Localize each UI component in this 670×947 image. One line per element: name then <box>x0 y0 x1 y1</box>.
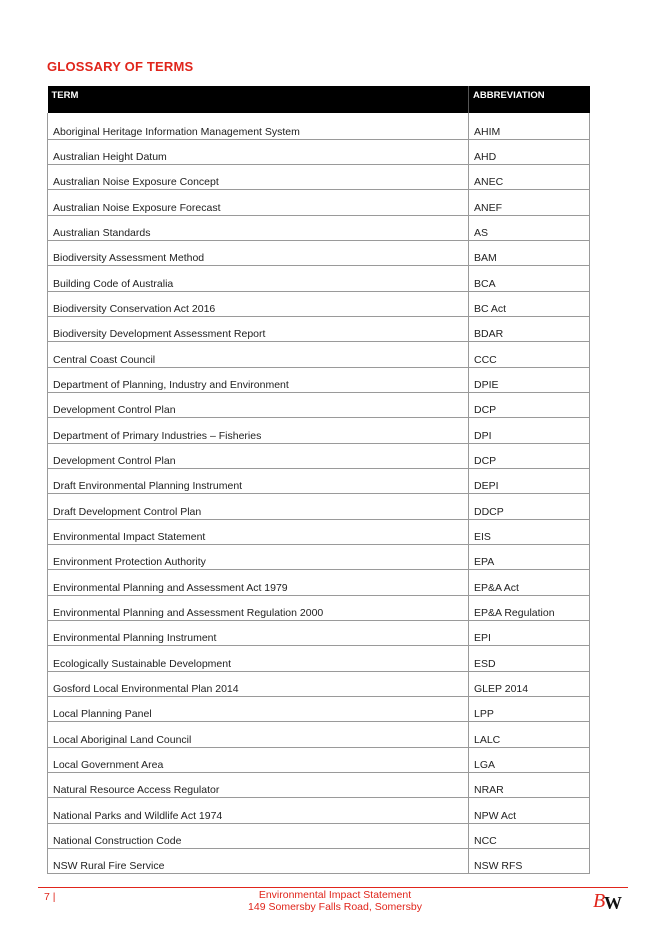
abbreviation-cell: LGA <box>469 747 590 772</box>
abbreviation-cell: LPP <box>469 697 590 722</box>
term-cell: Local Planning Panel <box>48 697 469 722</box>
table-row <box>48 519 590 544</box>
abbreviation-cell: ANEC <box>469 164 590 189</box>
term-cell: National Parks and Wildlife Act 1974 <box>48 798 469 823</box>
abbreviation-cell: EPI <box>469 621 590 646</box>
term-cell: Development Control Plan <box>48 392 469 417</box>
table-row <box>48 545 590 570</box>
table-row <box>48 190 590 215</box>
abbreviation-cell: DDCP <box>469 494 590 519</box>
term-cell: Building Code of Australia <box>48 266 469 291</box>
page-number: 7 | <box>44 891 56 903</box>
abbreviation-cell: CCC <box>469 342 590 367</box>
abbreviation-cell: LALC <box>469 722 590 747</box>
table-row <box>48 443 590 468</box>
term-cell: Draft Development Control Plan <box>48 494 469 519</box>
abbreviation-cell: DPI <box>469 418 590 443</box>
term-cell: Draft Environmental Planning Instrument <box>48 468 469 493</box>
abbreviation-cell: BAM <box>469 240 590 265</box>
term-cell: Environment Protection Authority <box>48 545 469 570</box>
abbreviation-cell: DCP <box>469 443 590 468</box>
abbreviation-cell: BC Act <box>469 291 590 316</box>
abbreviation-cell: NRAR <box>469 773 590 798</box>
abbreviation-cell: DEPI <box>469 468 590 493</box>
abbreviation-cell: EP&A Regulation <box>469 595 590 620</box>
term-cell: Environmental Planning Instrument <box>48 621 469 646</box>
term-cell: Ecologically Sustainable Development <box>48 646 469 671</box>
table-row <box>48 773 590 798</box>
term-cell: Biodiversity Conservation Act 2016 <box>48 291 469 316</box>
table-row <box>48 342 590 367</box>
table-row <box>48 849 590 874</box>
term-cell: Australian Height Datum <box>48 139 469 164</box>
page-title: GLOSSARY OF TERMS <box>47 59 194 74</box>
abbreviation-cell: AHD <box>469 139 590 164</box>
term-column-header: TERM <box>48 86 469 113</box>
abbreviation-cell: GLEP 2014 <box>469 671 590 696</box>
table-row <box>48 621 590 646</box>
table-row <box>48 823 590 848</box>
abbreviation-cell: NCC <box>469 823 590 848</box>
term-cell: Biodiversity Assessment Method <box>48 240 469 265</box>
abbreviation-cell: BDAR <box>469 316 590 341</box>
abbreviation-cell: DCP <box>469 392 590 417</box>
table-row <box>48 747 590 772</box>
table-row <box>48 494 590 519</box>
table-row <box>48 266 590 291</box>
term-cell: Department of Planning, Industry and Environment <box>48 367 469 392</box>
footer-document-info <box>0 889 670 913</box>
abbreviation-column-header: ABBREVIATION <box>469 86 590 113</box>
table-row <box>48 291 590 316</box>
term-cell: Local Aboriginal Land Council <box>48 722 469 747</box>
table-row <box>48 468 590 493</box>
abbreviation-cell: AHIM <box>469 113 590 139</box>
term-cell: NSW Rural Fire Service <box>48 849 469 874</box>
table-row <box>48 570 590 595</box>
abbreviation-cell: AS <box>469 215 590 240</box>
term-cell: Natural Resource Access Regulator <box>48 773 469 798</box>
table-row <box>48 722 590 747</box>
table-row <box>48 646 590 671</box>
abbreviation-cell: EIS <box>469 519 590 544</box>
term-cell: Australian Noise Exposure Forecast <box>48 190 469 215</box>
company-logo <box>592 888 622 912</box>
table-row <box>48 215 590 240</box>
abbreviation-cell: EP&A Act <box>469 570 590 595</box>
table-row <box>48 139 590 164</box>
term-cell: National Construction Code <box>48 823 469 848</box>
abbreviation-cell: NPW Act <box>469 798 590 823</box>
table-row <box>48 418 590 443</box>
term-cell: Department of Primary Industries – Fisheries <box>48 418 469 443</box>
table-row <box>48 367 590 392</box>
svg-text:W: W <box>604 893 622 912</box>
term-cell: Australian Standards <box>48 215 469 240</box>
abbreviation-cell: BCA <box>469 266 590 291</box>
table-row <box>48 164 590 189</box>
table-row <box>48 392 590 417</box>
table-row <box>48 697 590 722</box>
table-row <box>48 671 590 696</box>
term-cell: Local Government Area <box>48 747 469 772</box>
term-cell: Development Control Plan <box>48 443 469 468</box>
table-row <box>48 316 590 341</box>
term-cell: Biodiversity Development Assessment Report <box>48 316 469 341</box>
term-cell: Australian Noise Exposure Concept <box>48 164 469 189</box>
glossary-table <box>47 86 590 874</box>
term-cell: Central Coast Council <box>48 342 469 367</box>
footer-address: 149 Somersby Falls Road, Somersby <box>248 901 422 913</box>
table-row <box>48 113 590 139</box>
table-row <box>48 798 590 823</box>
abbreviation-cell: NSW RFS <box>469 849 590 874</box>
term-cell: Aboriginal Heritage Information Management System <box>48 113 469 139</box>
table-row <box>48 240 590 265</box>
abbreviation-cell: ESD <box>469 646 590 671</box>
term-cell: Environmental Impact Statement <box>48 519 469 544</box>
abbreviation-cell: ANEF <box>469 190 590 215</box>
term-cell: Environmental Planning and Assessment Regulation 2000 <box>48 595 469 620</box>
abbreviation-cell: DPIE <box>469 367 590 392</box>
footer-divider <box>38 887 628 888</box>
svg-text:B: B <box>593 890 606 912</box>
abbreviation-cell: EPA <box>469 545 590 570</box>
footer-document-title: Environmental Impact Statement <box>258 889 412 901</box>
table-row <box>48 595 590 620</box>
table-header-row <box>48 86 590 113</box>
term-cell: Environmental Planning and Assessment Act 1979 <box>48 570 469 595</box>
term-cell: Gosford Local Environmental Plan 2014 <box>48 671 469 696</box>
